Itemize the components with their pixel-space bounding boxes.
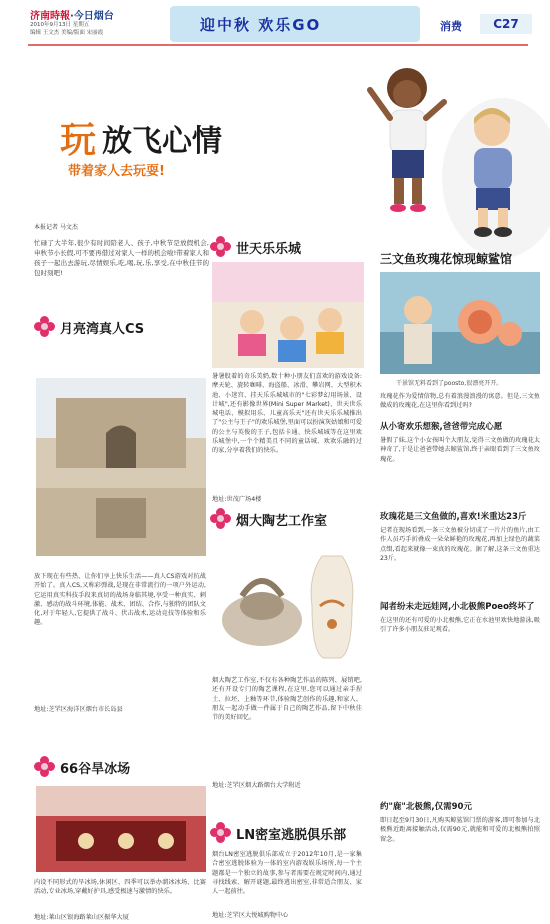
salmon-caption: 干景馆无料看到了poosto,很漂亮开开。 xyxy=(396,380,503,387)
flower-icon xyxy=(210,236,232,258)
right-intro: 玫瑰花作为爱情信物,总有着浪漫浪漫的寓意。但是,三文鱼做成的玫瑰花,在这里你看到过吗? xyxy=(380,393,540,410)
editors: 编辑 王文杰 美编/版面 宋丽霞 xyxy=(30,30,104,36)
feature-intro: 忙碌了大半年,很少有时间陪老人、孩子,中秋节是放假机会,申秋节小长假,可不要再借过对家人一样的机会啦!带着家人和孩子一起出去游玩,尽情娱乐,吃,喝,玩,乐,享受,在中秋佳节的包时刻吧! xyxy=(34,239,209,277)
right-subhead-4: 约"鹿"北极熊,仅需90元 xyxy=(380,802,472,812)
page-number: C27 xyxy=(480,14,532,34)
shitian-photo xyxy=(212,262,364,368)
feature-title-rest: 放飞心情 xyxy=(102,124,222,159)
slogan: 迎中秋 欢乐GO xyxy=(200,16,322,34)
ln-address: 地址:芝罘区大悦城购物中心 xyxy=(212,912,289,919)
right-sub1-body: 暑假了妹,这个小女孩叫个大朋友,觉得三文鱼做的玫瑰花太神奇了,于是让爸爸带她去鲸鲨馆,终于亲眼看到了三文鱼玫瑰花。 xyxy=(380,437,540,463)
right-sub3-body: 在这里的还有可爱的小北极熊,它正在水池里欢快地游泳,吸引了许多小朋友驻足观看。 xyxy=(380,617,540,634)
flower-icon xyxy=(210,508,232,530)
right-headline: 三文鱼玫瑰花惊现鲸鲨馆 xyxy=(380,252,513,266)
feature-title-highlight: 玩 xyxy=(60,120,97,161)
pottery-body: 烟大陶艺工作室,不仅有各种陶艺作品的陈列、展销吧,还有开设专门的陶艺课程,在这里,您可以通过亲手捏土、拉坯、上釉等环节,体验陶艺创作的乐趣,和家人、朋友一起动手做一件属于自己的陶艺作品,留下中秋佳节的美好回忆。 xyxy=(212,677,362,722)
section-tag: 消费 xyxy=(440,20,462,33)
kids-photo xyxy=(352,28,550,264)
byline: 本报记者 马文杰 xyxy=(34,224,78,231)
venue-head-shitian xyxy=(210,236,301,258)
shitian-address: 地址:世茂广场4楼 xyxy=(212,496,262,503)
rinkk-photo xyxy=(36,786,206,872)
section-name: ·今日烟台 xyxy=(70,11,114,22)
flower-icon xyxy=(34,756,56,778)
right-sub2-body: 记者在现场看到,一条三文鱼被分切成了一片片的鱼片,由工作人员巧手折叠成一朵朵鲜艳的玫瑰花,再加上绿色的蔬菜点缀,看起来就像一束真的玫瑰花。据了解,这条三文鱼重达23斤。 xyxy=(380,527,540,562)
right-sub4-body: 即日起至9月30日,凡购买鲸鲨馆门票的游客,即可参加与北极熊近距离接触活动,仅需90元,就能和可爱的北极熊拍照留念。 xyxy=(380,817,540,843)
right-subhead-2: 玫瑰花是三文鱼做的,喜欢!米重达23斤 xyxy=(380,512,527,522)
ln-body: 烟台LN密室逃脱俱乐部成立于2012年10月,是一家集合密室逃脱体验为一体的室内游戏娱乐场所,每一个主题都是一个独立的故事,参与者需要在规定时间内,通过寻找线索、解开谜题,最终逃出密室,非常适合朋友、家人一起前往。 xyxy=(212,851,362,896)
venue-head-ln xyxy=(210,822,346,844)
venue-name: 世天乐乐城 xyxy=(236,241,302,257)
issue-date: 2010年9月13日 星期五 xyxy=(30,22,90,28)
moonbay-photo xyxy=(36,378,206,556)
moonbay-address: 地址:芝罘区海洋区烟台市长岛县 xyxy=(34,706,123,713)
right-subhead-1: 从小寄欢乐想猴,爸爸带完成心愿 xyxy=(380,422,503,432)
venue-head-66valley xyxy=(34,756,130,778)
feature-subtitle: 带着家人去玩耍! xyxy=(68,164,165,179)
salmon-photo xyxy=(380,272,540,374)
shitian-body: 暑暑股着的奇乐美奶,数十种小朋友们喜欢的游戏设备:摩天轮、旋转咖啡、海盗船、冰滑、攀岩网、大型积木池、小迷宫、挂天乐乐城城市的"七彩梦幻用场景、设计城",还有影像世界(Mini Super Market)、世天世乐城电话、模拟用乐、儿童高乐天"还有世天乐乐城推出了"公主与王子"的欢乐城堡,里面可以扮演灰姑娘和可爱的公主与英俊的王子,包括卡通、快乐城城等在这里欢乐城堡中,一个个精美且不同的童话城、欢欢乐融的过的家,分享着我们的快乐。 xyxy=(212,373,362,455)
venue-name: 月亮湾真人CS xyxy=(60,321,145,337)
paper-name: 济南時報 xyxy=(30,11,70,22)
venue-name: 烟大陶艺工作室 xyxy=(236,513,328,529)
venue-head-pottery xyxy=(210,508,327,530)
venue-name: LN密室逃脱俱乐部 xyxy=(236,827,347,843)
flower-icon xyxy=(34,316,56,338)
rink-body: 内设不同形式的旱冰场,休闲区、四季可以举办溜冰冰场、比赛活动,专业冰场,穿戴好护具,感受极速与激情的快乐。 xyxy=(34,879,206,896)
right-subhead-3: 闻者纷未走远娃网,小北极熊Poeo终坏了 xyxy=(380,602,535,612)
rink-address: 地址:莱山区银海路莱山区振华大厦 xyxy=(34,914,129,921)
flower-icon xyxy=(210,822,232,844)
pottery-photo xyxy=(212,536,362,670)
venue-head-moonbay xyxy=(34,316,144,338)
moonbay-body: 放下现在有些热、让你们享上快乐生活——真人CS游戏对抗战开始了。真人CS,又称彩弹战,是现在非常流行的一项户外运动,它运用真实科技手段来真切的战场身临其境,享受一种真实、刺激、感动的战斗环境,体能、战术、团结、合作,与独特的团队文化,对于年轻人,它提供了战斗、伏击战术,运动竞技等体验和乐趣。 xyxy=(34,573,206,627)
venue-name: 66谷旱冰场 xyxy=(60,761,131,777)
paper-brand xyxy=(30,7,114,22)
pottery-address: 地址:芝罘区烟大路烟台大学附近 xyxy=(212,782,301,789)
issue-meta xyxy=(30,21,103,37)
